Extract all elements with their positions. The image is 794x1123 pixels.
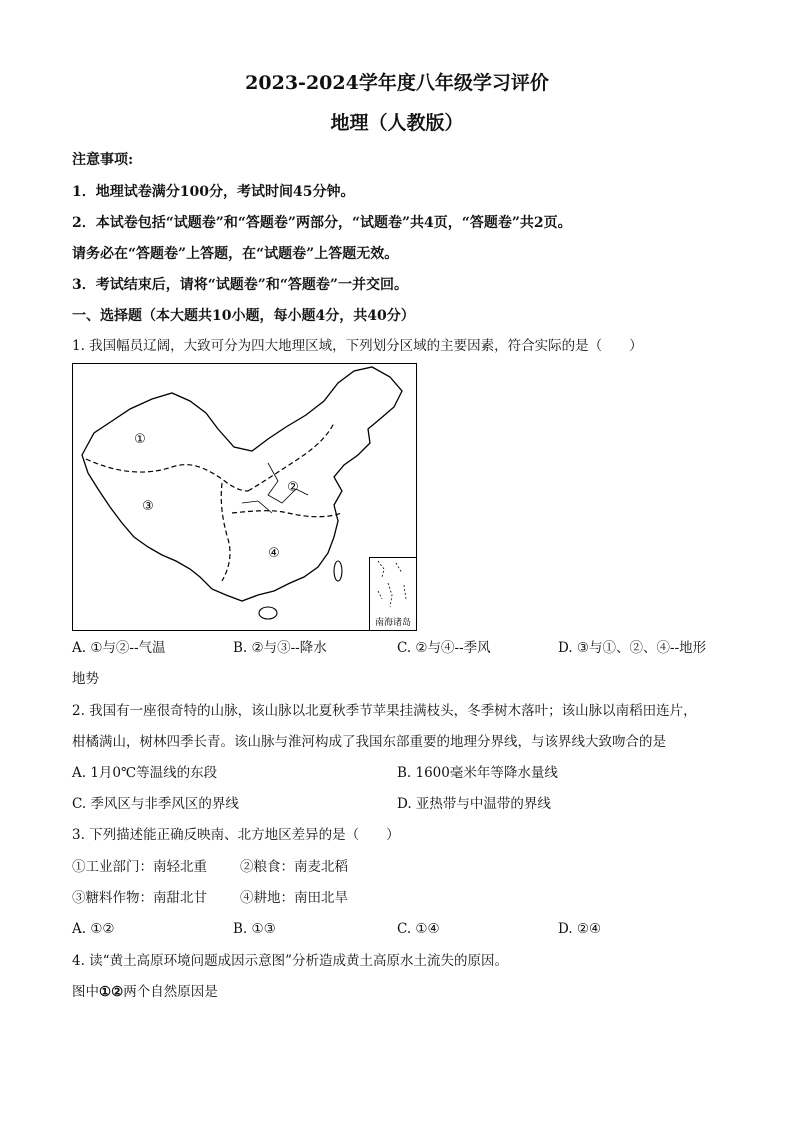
region-label-3: ③ [142, 499, 154, 514]
page-subtitle: 地理（人教版） [330, 112, 464, 134]
question-2-stem-line1: 2. 我国有一座很奇特的山脉，该山脉以北夏秋季节苹果挂满枝头，冬季树木落叶；该山脉以南稻田连片， [72, 703, 697, 719]
q3-statement-1: ①工业部门：南轻北重 [72, 859, 207, 875]
notice-heading: 注意事项: [72, 152, 134, 168]
notice-item: 1．地理试卷满分100分，考试时间45分钟。 [72, 184, 355, 200]
region-label-4: ④ [268, 546, 280, 561]
q3-option-b: B. ①③ [233, 921, 276, 937]
q3-option-d: D. ②④ [558, 921, 602, 937]
notice-item: 2．本试卷包括“试题卷”和“答题卷”两部分，“试题卷”共4页，“答题卷”共2页。 [72, 215, 572, 231]
question-3-stem: 3. 下列描述能正确反映南、北方地区差异的是（ ） [72, 827, 400, 843]
q1-option-d: D. ③与①、②、④--地形 [558, 640, 707, 656]
q2-option-a: A. 1月0℃等温线的东段 [72, 765, 218, 781]
q4-sub-prefix: 图中 [72, 984, 99, 1000]
region-label-2: ② [287, 480, 299, 495]
q4-sub-suffix: 两个自然原因是 [123, 984, 218, 1000]
notice-item: 3．考试结束后，请将“试题卷”和“答题卷”一并交回。 [72, 277, 408, 293]
page-title: 2023-2024学年度八年级学习评价 [245, 72, 549, 94]
q2-option-c: C. 季风区与非季风区的界线 [72, 796, 239, 812]
q1-option-d-wrap: 地势 [72, 671, 99, 687]
region-label-1: ① [134, 432, 146, 447]
q3-statement-4: ④耕地：南田北旱 [240, 890, 348, 906]
question-4-sub [72, 986, 218, 1000]
notice-item: 请务必在“答题卷”上答题，在“试题卷”上答题无效。 [72, 246, 399, 262]
question-4-stem: 4. 读“黄土高原环境问题成因示意图”分析造成黄土高原水土流失的原因。 [72, 953, 508, 969]
china-regions-map [72, 363, 417, 631]
question-2-stem-line2: 柑橘满山，树林四季长青。该山脉与淮河构成了我国东部重要的地理分界线，与该界线大致吻合的是 [72, 734, 666, 750]
question-1-stem: 1. 我国幅员辽阔，大致可分为四大地理区域，下列划分区域的主要因素，符合实际的是（ ） [72, 338, 643, 354]
q2-option-d: D. 亚热带与中温带的界线 [397, 796, 551, 812]
q4-sub-markers: ①② [99, 984, 124, 1000]
section-heading: 一、选择题（本大题共10小题，每小题4分，共40分） [72, 308, 415, 324]
q3-option-a: A. ①② [72, 921, 115, 937]
q3-statement-3: ③糖料作物：南甜北甘 [72, 890, 207, 906]
q3-statement-2: ②粮食：南麦北稻 [240, 859, 348, 875]
q1-option-b: B. ②与③--降水 [233, 640, 327, 656]
inset-label: 南海诸岛 [374, 618, 412, 628]
q1-option-a: A. ①与②--气温 [72, 640, 166, 656]
q2-option-b: B. 1600毫米年等降水量线 [397, 765, 558, 781]
q1-option-c: C. ②与④--季风 [397, 640, 491, 656]
q3-option-c: C. ①④ [397, 921, 440, 937]
